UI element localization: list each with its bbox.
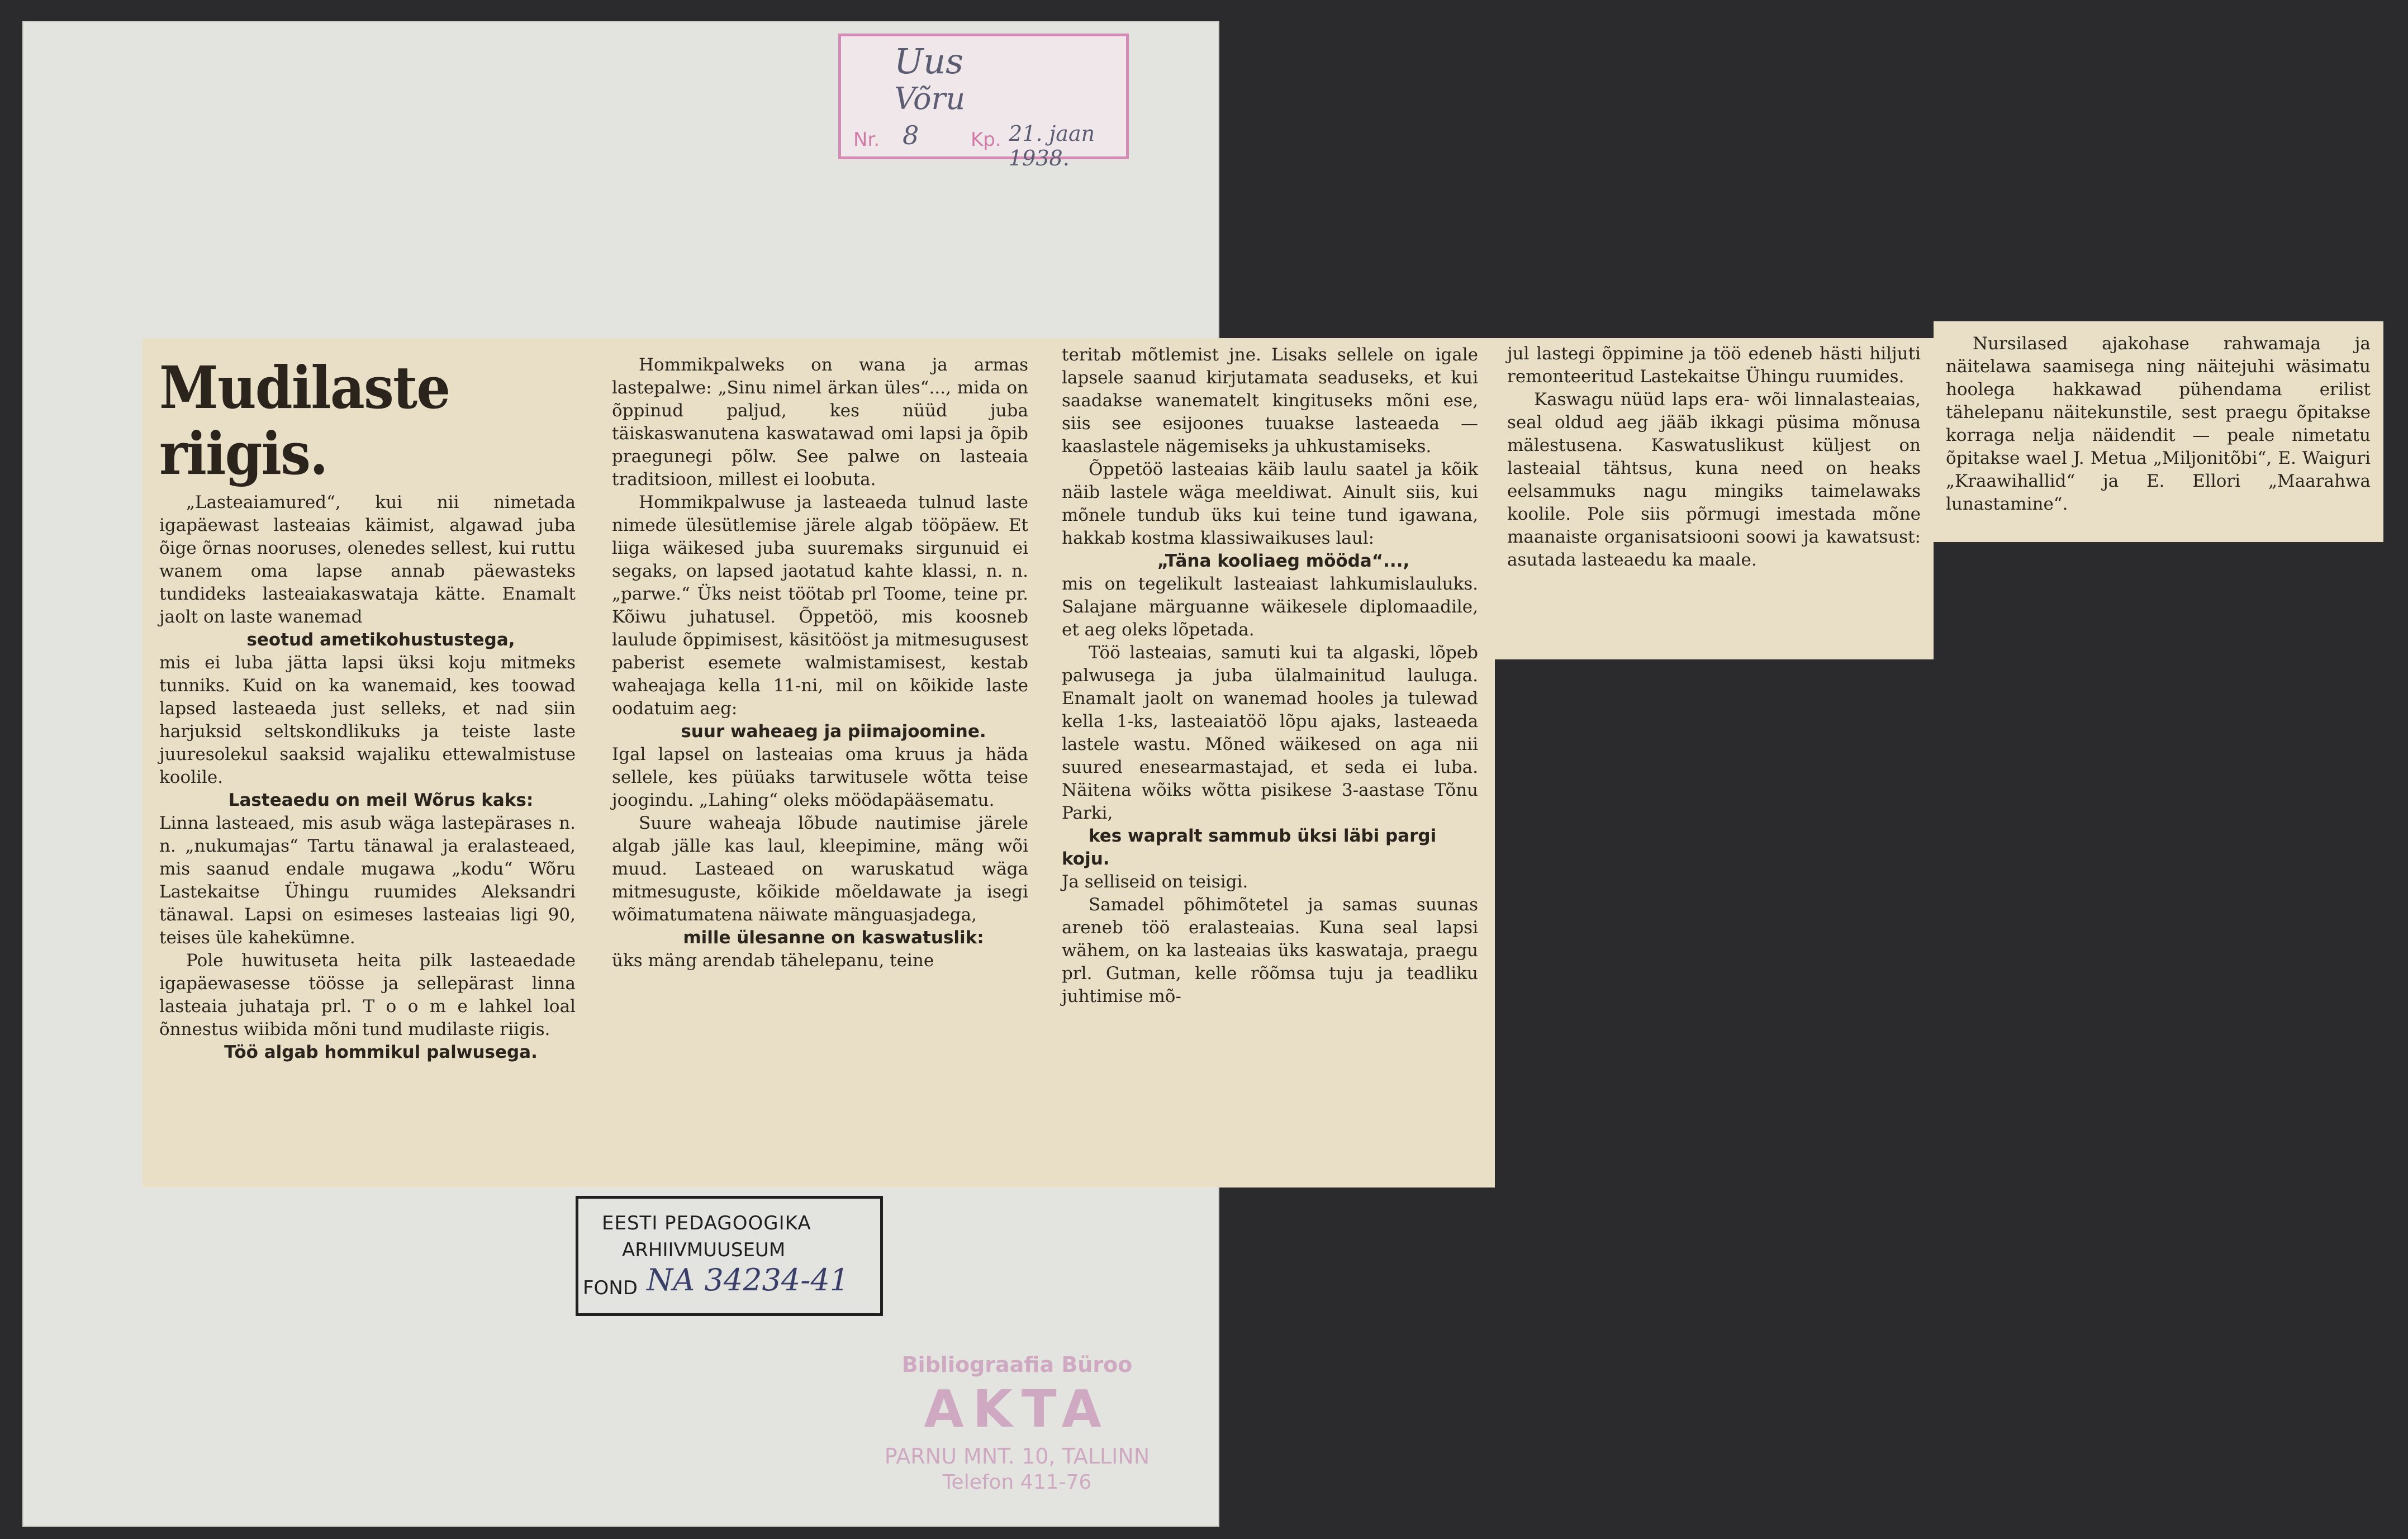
stamp-nr-label: Nr. xyxy=(853,129,880,151)
clipping-main xyxy=(143,338,1495,1188)
subheading: Lasteaedu on meil Wõrus kaks: xyxy=(228,790,534,810)
subheading: seotud ametikohustustega, xyxy=(246,630,515,650)
article-column-1 xyxy=(159,349,576,1064)
stamp-kp-value: 21. jaan 1938. xyxy=(1009,121,1095,170)
subheading: mille ülesanne on kaswatuslik: xyxy=(683,928,984,948)
stamp-nr-value: 8 xyxy=(903,120,919,150)
paragraph: Pole huwituseta heita pilk lasteaedade igapäewasesse töösse ja sellepärast linna lasteaia juhataja prl. T o o m e lahkel loal õnnestus wiibida mõni tund mudilaste riigis. xyxy=(159,951,576,1039)
bureau-stamp-name: AKTA xyxy=(924,1379,1110,1439)
bureau-stamp-line1: Bibliograafia Büroo xyxy=(901,1352,1133,1377)
subheading: kes wapralt sammub üksi läbi pargi koju. xyxy=(1062,826,1437,869)
paragraph: üks mäng arendab tähelepanu, teine xyxy=(612,951,934,971)
bureau-stamp xyxy=(844,1341,1190,1503)
paragraph: jul lastegi õppimine ja töö edeneb hästi hiljuti remonteeritud Lastekaitse Ühingu ruumides. xyxy=(1507,344,1921,387)
article-column-5 xyxy=(1946,332,2371,516)
article-column-2 xyxy=(612,354,1028,972)
bureau-stamp-address: PARNU MNT. 10, TALLINN xyxy=(884,1444,1150,1469)
paragraph: Suure waheaja lõbude nautimise järele algab jälle kas laul, kleepimine, mäng wõi muud. Lasteaed on waruskatud wäga mitmesuguste, kõikide mõeldawate ja isegi wõimatumatena näiwate mänguasjadega, xyxy=(612,813,1028,925)
article-column-4 xyxy=(1507,343,1921,572)
paragraph: Samadel põhimõtetel ja samas suunas areneb töö eralasteaias. Kuna seal lapsi wähem, on ka lasteaias üks kaswataja, praegu prl. Gutman, kelle rõõmsa tuju ja teadliku juhtimise mõ- xyxy=(1062,895,1478,1006)
paragraph: Töö lasteaias, samuti kui ta algaski, lõpeb palwusega ja juba ülalmainitud lauluga. Enamalt jaolt on wanemad hooles ja tulewad kella 1-ks, lasteaiatöö lõpu ajaks, lasteaeda lastele wastu. Mõned wäikesed on aga nii suured enesearmastajad, et seda ei luba. Näitena wõiks wõtta pisikese 3-aastase Tõnu Parki, xyxy=(1062,643,1478,823)
paragraph: Hommikpalweks on wana ja armas lastepalwe: „Sinu nimel ärkan üles“..., mida on õppinud paljud, kes nüüd juba täiskaswanutena kaswatawad omi lapsi ja õpib praegunegi põlw. See palwe on lasteaia traditsioon, millest ei loobuta. xyxy=(612,355,1028,490)
paragraph: teritab mõtlemist jne. Lisaks sellele on igale lapsele saanud kirjutamata seaduseks, et kui saadakse wanematelt kingituseks mõni ese, siis see esijoones tuuakse lasteaeda — kaaslastele nägemiseks ja uhkustamiseks. xyxy=(1062,345,1478,457)
paragraph: Ja selliseid on teisigi. xyxy=(1062,872,1248,892)
subheading: Töö algab hommikul palwusega. xyxy=(224,1042,538,1062)
article-column-3 xyxy=(1062,344,1478,1008)
museum-stamp-fond-label: FOND xyxy=(583,1277,638,1299)
paragraph: Õppetöö lasteaias käib laulu saatel ja kõik näib lastele wäga meeldiwat. Ainult siis, kui mõnele tundub üks kui teine tund igawana, hakkab kostma klassiwaikuses laul: xyxy=(1062,459,1478,548)
subheading: „Täna kooliaeg mööda“..., xyxy=(1157,551,1410,571)
subheading: suur waheaeg ja piimajoomine. xyxy=(681,721,986,742)
museum-stamp xyxy=(576,1196,883,1316)
paragraph: „Lasteaiamured“, kui nii nimetada igapäewast lasteaias käimist, algawad juba õige õrnas nooruses, olenedes sellest, kui ruttu wanem oma lapse annab päewasteks tundideks lasteaiakaswataja kätte. Enamalt jaolt on laste wanemad xyxy=(159,492,576,627)
stamp-kp-label: Kp. xyxy=(971,129,1001,151)
stamp-newspaper-name: Uus xyxy=(894,41,963,82)
paragraph: Linna lasteaed, mis asub wäga lastepärases n. n. „nukumajas“ Tartu tänawal ja eralasteaed, mis saanud endale mugawa „kodu“ Wõru Lastekaitse Ühingu ruumides Aleksandri tänawal. Lapsi on esimeses lasteaias ligi 90, teises üle kahekümne. xyxy=(159,813,576,948)
paragraph: Igal lapsel on lasteaias oma kruus ja häda sellele, kes püüaks tarwitusele wõtta teise joogindu. „Lahing“ oleks möödapääsematu. xyxy=(612,744,1028,810)
paragraph: Hommikpalwuse ja lasteaeda tulnud laste nimede ülesütlemise järele algab tööpäew. Et liiga wäikesed juba suuremaks sirgunuid ei segaks, on lapsed jaotatud kahte klassi, n. n. „parwe.“ Üks neist töötab prl Toome, teine pr. Kõiwu juhatusel. Õppetöö, mis koosneb laulude õppimisest, käsitööst ja mitmesugusest paberist esemete walmistamisest, kestab waheajaga kella 11-ni, mil on kõikide laste oodatuim aeg: xyxy=(612,492,1028,719)
museum-stamp-fond-value: NA 34234-41 xyxy=(647,1262,849,1298)
clipping-column-5 xyxy=(1934,321,2383,542)
source-stamp xyxy=(838,34,1129,170)
paragraph: Kaswagu nüüd laps era- wõi linnalasteaias, seal oldud aeg jääb ikkagi püsima mõnusa mälestusena. Kaswatuslikust küljest on lasteaial tähtsus, kuna need on heaks eelsammuks nagu mingiks taimelawaks koolile. Pole siis põrmugi imestada mõne maanaiste organisatsiooni soowi ja kawatsust: asutada lasteaedu ka maale. xyxy=(1507,390,1921,570)
bureau-stamp-phone: Telefon 411-76 xyxy=(942,1471,1092,1494)
stamp-newspaper-place: Võru xyxy=(894,81,966,116)
clipping-column-4 xyxy=(1495,338,1934,659)
paragraph: mis ei luba jätta lapsi üksi koju mitmeks tunniks. Kuid on ka wanemaid, kes toowad lapsed lasteaeda just selleks, et nad siin harjuksid seltskondlikuks ja teiste laste juuresolekul saaksid wajaliku ettewalmistuse koolile. xyxy=(159,653,576,787)
museum-stamp-line1: EESTI PEDAGOOGIKA xyxy=(602,1212,811,1234)
paragraph: Nursilased ajakohase rahwamaja ja näitelawa saamisega ning näitejuhi wäsimatu hoolega hakkawad pühendama erilist tähelepanu näitekunstile, sest praegu õpitakse korraga nelja näidendit — peale nimetatu õpitakse wael J. Metua „Miljonitõbi“, E. Waiguri „Kraawihallid“ ja E. Ellori „Maarahwa lunastamine“. xyxy=(1946,334,2371,514)
article-headline: Mudilaste riigis. xyxy=(159,353,450,488)
paragraph: mis on tegelikult lasteaiast lahkumislauluks. Salajane märguanne wäikesele diplomaadile, et aeg oleks lõpetada. xyxy=(1062,574,1478,640)
museum-stamp-line2: ARHIIVMUUSEUM xyxy=(622,1239,786,1261)
